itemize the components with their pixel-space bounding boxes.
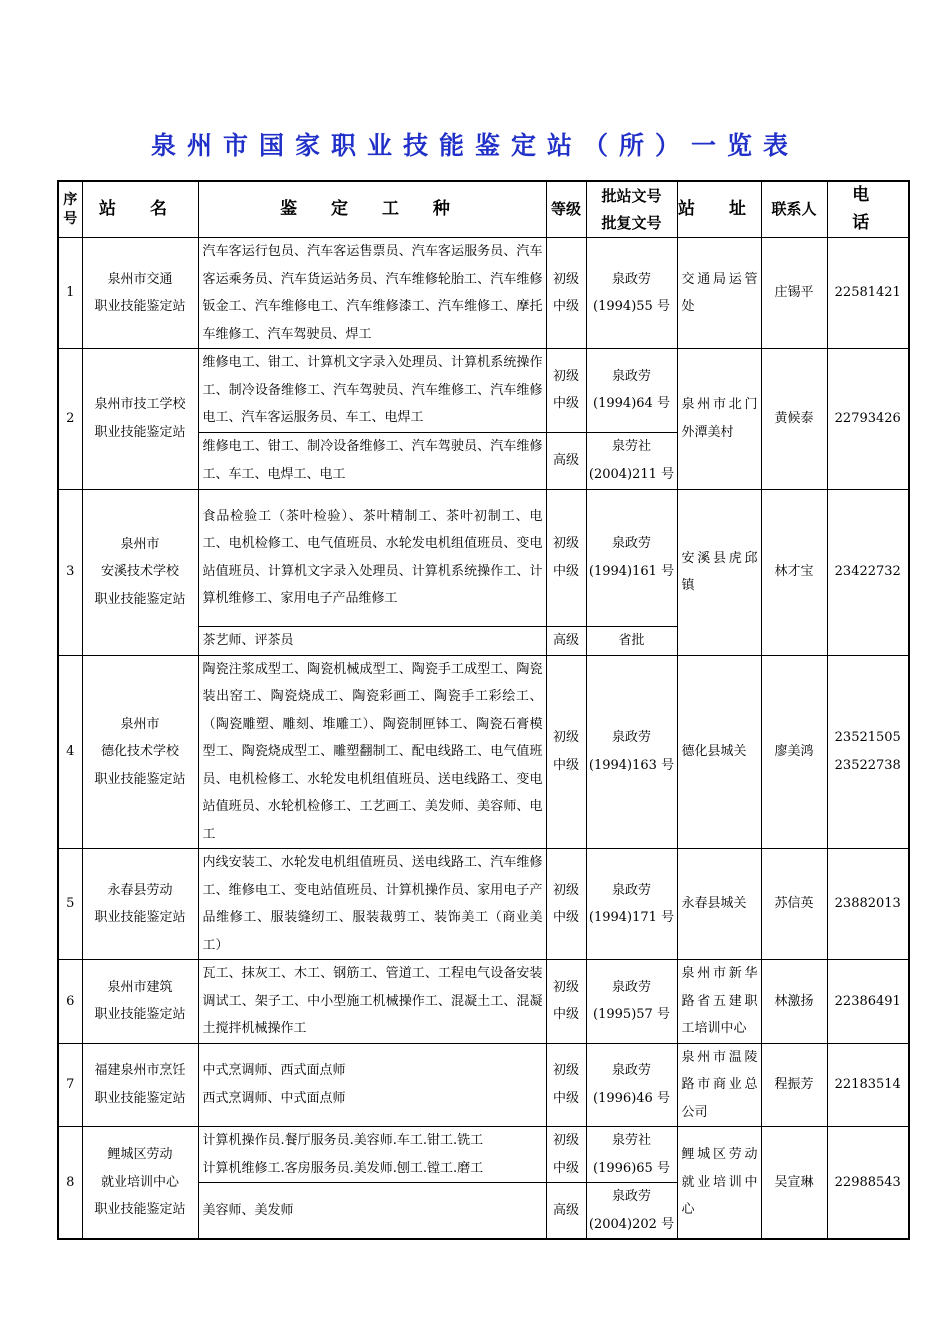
- row-work: 计算机操作员.餐厅服务员.美容师.车工.钳工.铣工 计算机维修工.客房服务员.美发师.刨工.镗工.磨工: [198, 1127, 546, 1183]
- row-station: 泉州市 德化技术学校 职业技能鉴定站: [82, 655, 198, 849]
- row-work: 食品检验工（茶叶检验）、茶叶精制工、茶叶初制工、电工、电机检修工、电气值班员、水轮发电机组值班员、变电站值班员、计算机文字录入处理员、计算机系统操作工、计算机维修工、家用电子产品维修工: [198, 489, 546, 626]
- row-work: 维修电工、钳工、计算机文字录入处理员、计算机系统操作工、制冷设备维修工、汽车驾驶员、汽车维修工、汽车维修电工、汽车客运服务员、车工、电焊工: [198, 349, 546, 433]
- row-doc: 省批: [586, 626, 677, 655]
- header-row: [58, 181, 909, 238]
- header-work: 鉴 定 工 种: [198, 181, 546, 238]
- row-station: 泉州市建筑 职业技能鉴定站: [82, 960, 198, 1044]
- row-doc: 泉政劳 (1994)55 号: [586, 238, 677, 349]
- header-phone: 电 话: [827, 181, 909, 238]
- row-station: 鲤城区劳动 就业培训中心 职业技能鉴定站: [82, 1127, 198, 1240]
- table-row: [58, 655, 909, 849]
- table-row: [58, 489, 909, 626]
- row-address: 泉州市新华路省五建职工培训中心: [677, 960, 761, 1044]
- row-station: 泉州市技工学校 职业技能鉴定站: [82, 349, 198, 490]
- row-doc: 泉劳社 (2004)211 号: [586, 432, 677, 489]
- row-doc: 泉政劳 (1994)171 号: [586, 849, 677, 960]
- row-address: 交通局运管处: [677, 238, 761, 349]
- table-row: [58, 238, 909, 349]
- row-address: 泉州市北门外潭美村: [677, 349, 761, 490]
- row-level: 初级 中级: [546, 960, 586, 1044]
- row-address: 泉州市温陵路市商业总公司: [677, 1043, 761, 1127]
- row-level: 初级 中级: [546, 1043, 586, 1127]
- row-work: 内线安装工、水轮发电机组值班员、送电线路工、汽车维修工、维修电工、变电站值班员、计算机操作员、家用电子产品维修工、服装缝纫工、服装裁剪工、装饰美工（商业美工）: [198, 849, 546, 960]
- row-work: 维修电工、钳工、制冷设备维修工、汽车驾驶员、汽车维修工、车工、电焊工、电工: [198, 432, 546, 489]
- row-station: 泉州市交通 职业技能鉴定站: [82, 238, 198, 349]
- row-level: 初级 中级: [546, 489, 586, 626]
- row-doc: 泉政劳 (1996)46 号: [586, 1043, 677, 1127]
- station-table: [57, 180, 910, 1240]
- row-contact: 苏信英: [761, 849, 827, 960]
- table-row: [58, 349, 909, 433]
- row-contact: 林才宝: [761, 489, 827, 655]
- table-row: [58, 849, 909, 960]
- row-contact: 程振芳: [761, 1043, 827, 1127]
- row-seq: 4: [58, 655, 82, 849]
- row-contact: 林激扬: [761, 960, 827, 1044]
- row-seq: 1: [58, 238, 82, 349]
- row-level: 初级 中级: [546, 849, 586, 960]
- row-doc: 泉政劳 (1994)163 号: [586, 655, 677, 849]
- row-seq: 6: [58, 960, 82, 1044]
- header-contact: 联系人: [761, 181, 827, 238]
- row-address: 安溪县虎邱镇: [677, 489, 761, 655]
- row-phone: 23422732: [827, 489, 909, 655]
- row-address: 德化县城关: [677, 655, 761, 849]
- table-row: [58, 960, 909, 1044]
- row-phone: 22183514: [827, 1043, 909, 1127]
- row-station: 泉州市 安溪技术学校 职业技能鉴定站: [82, 489, 198, 655]
- row-doc: 泉政劳 (1994)161 号: [586, 489, 677, 626]
- header-address: 站 址: [677, 181, 761, 238]
- row-work: 中式烹调师、西式面点师 西式烹调师、中式面点师: [198, 1043, 546, 1127]
- row-phone: 22988543: [827, 1127, 909, 1240]
- row-work: 陶瓷注浆成型工、陶瓷机械成型工、陶瓷手工成型工、陶瓷装出窑工、陶瓷烧成工、陶瓷彩画工、陶瓷手工彩绘工、（陶瓷雕塑、雕刻、堆雕工）、陶瓷制匣钵工、陶瓷石膏模型工、陶瓷烧成型工、雕塑翻制工、配电线路工、电气值班员、电机检修工、水轮发电机组值班员、送电线路工、变电站值班员、水轮机检修工、工艺画工、美发师、美容师、电工: [198, 655, 546, 849]
- row-seq: 2: [58, 349, 82, 490]
- row-phone: 23521505 23522738: [827, 655, 909, 849]
- row-phone: 22581421: [827, 238, 909, 349]
- row-contact: 吴宣琳: [761, 1127, 827, 1240]
- table-row: [58, 1043, 909, 1127]
- row-phone: 23882013: [827, 849, 909, 960]
- row-address: 永春县城关: [677, 849, 761, 960]
- header-seq: 序 号: [58, 181, 82, 238]
- row-contact: 廖美鸿: [761, 655, 827, 849]
- row-level: 高级: [546, 626, 586, 655]
- row-level: 初级 中级: [546, 349, 586, 433]
- row-seq: 7: [58, 1043, 82, 1127]
- row-doc: 泉政劳 (1995)57 号: [586, 960, 677, 1044]
- row-seq: 5: [58, 849, 82, 960]
- row-doc: 泉政劳 (2004)202 号: [586, 1183, 677, 1240]
- header-level: 等级: [546, 181, 586, 238]
- row-address: 鲤城区劳动就业培训中心: [677, 1127, 761, 1240]
- header-doc: 批站文号 批复文号: [586, 181, 677, 238]
- row-phone: 22793426: [827, 349, 909, 490]
- row-work: 瓦工、抹灰工、木工、钢筋工、管道工、工程电气设备安装调试工、架子工、中小型施工机械操作工、混凝土工、混凝土搅拌机械操作工: [198, 960, 546, 1044]
- row-doc: 泉政劳 (1994)64 号: [586, 349, 677, 433]
- header-station: 站 名: [82, 181, 198, 238]
- row-level: 初级 中级: [546, 1127, 586, 1183]
- table-row: [58, 1127, 909, 1183]
- row-contact: 黄候泰: [761, 349, 827, 490]
- row-station: 永春县劳动 职业技能鉴定站: [82, 849, 198, 960]
- row-work: 美容师、美发师: [198, 1183, 546, 1240]
- row-contact: 庄锡平: [761, 238, 827, 349]
- row-level: 高级: [546, 432, 586, 489]
- row-level: 初级 中级: [546, 238, 586, 349]
- row-station: 福建泉州市烹饪 职业技能鉴定站: [82, 1043, 198, 1127]
- row-doc: 泉劳社 (1996)65 号: [586, 1127, 677, 1183]
- row-work: 茶艺师、评茶员: [198, 626, 546, 655]
- page-title: 泉州市国家职业技能鉴定站（所）一览表: [150, 131, 799, 160]
- row-level: 高级: [546, 1183, 586, 1240]
- row-seq: 8: [58, 1127, 82, 1240]
- row-phone: 22386491: [827, 960, 909, 1044]
- row-work: 汽车客运行包员、汽车客运售票员、汽车客运服务员、汽车客运乘务员、汽车货运站务员、汽车维修轮胎工、汽车维修钣金工、汽车维修电工、汽车维修漆工、汽车维修工、摩托车维修工、汽车驾驶员、焊工: [198, 238, 546, 349]
- row-level: 初级 中级: [546, 655, 586, 849]
- row-seq: 3: [58, 489, 82, 655]
